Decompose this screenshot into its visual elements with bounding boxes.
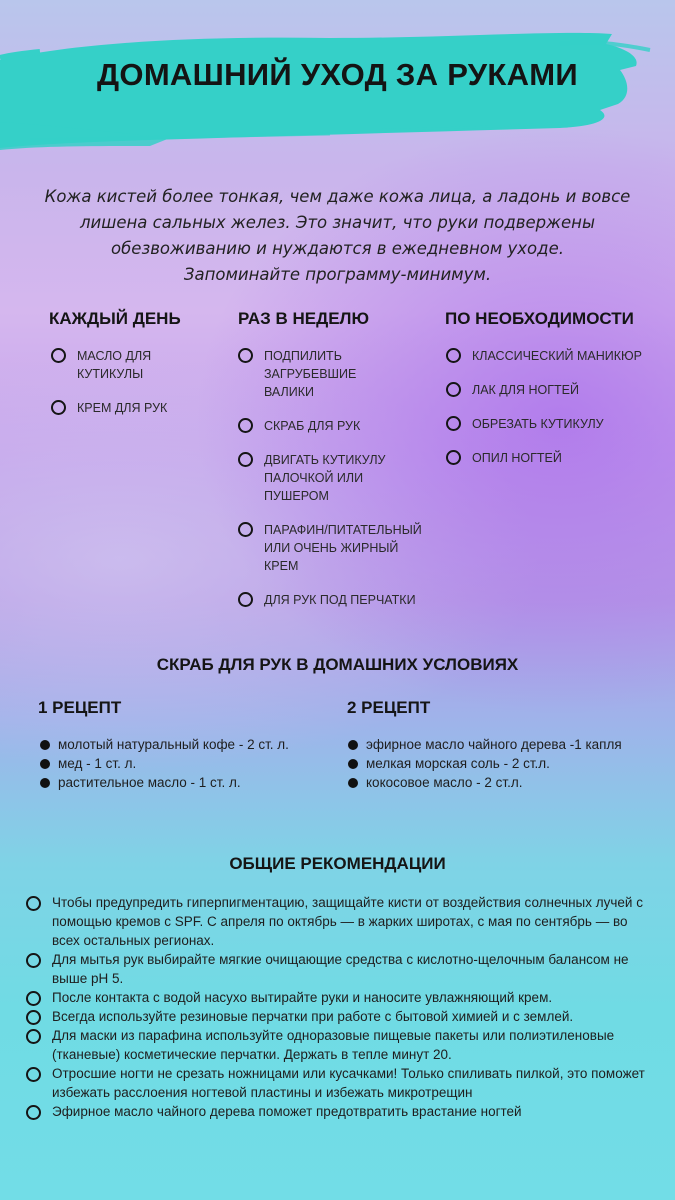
checklist-item[interactable]: СКРАБ ДЛЯ РУК	[238, 417, 438, 435]
bullet-icon	[348, 740, 358, 750]
recipe-1-title: 1 РЕЦЕПТ	[38, 698, 122, 717]
circle-checkbox-icon[interactable]	[26, 896, 41, 911]
checklist-item[interactable]: МАСЛО ДЛЯ КУТИКУЛЫ	[51, 347, 221, 383]
weekly-checklist	[238, 347, 438, 625]
circle-checkbox-icon[interactable]	[26, 953, 41, 968]
column-heading-as-needed: ПО НЕОБХОДИМОСТИ	[445, 309, 634, 328]
checklist-item[interactable]: ДЛЯ РУК ПОД ПЕРЧАТКИ	[238, 591, 438, 609]
circle-checkbox-icon[interactable]	[238, 452, 253, 467]
checklist-item[interactable]: ПАРАФИН/ПИТАТЕЛЬНЫЙ ИЛИ ОЧЕНЬ ЖИРНЫЙ КРЕМ	[238, 521, 438, 575]
checklist-item[interactable]: ОПИЛ НОГТЕЙ	[446, 449, 666, 467]
ingredient-item: кокосовое масло - 2 ст.л.	[348, 773, 622, 792]
page-title: ДОМАШНИЙ УХОД ЗА РУКАМИ	[97, 57, 578, 92]
ingredient-item: мед - 1 ст. л.	[40, 754, 289, 773]
recommendation-item[interactable]: После контакта с водой насухо вытирайте руки и наносите увлажняющий крем.	[26, 988, 656, 1007]
checklist-item[interactable]: ОБРЕЗАТЬ КУТИКУЛУ	[446, 415, 666, 433]
bullet-icon	[348, 759, 358, 769]
circle-checkbox-icon[interactable]	[51, 400, 66, 415]
bullet-icon	[348, 778, 358, 788]
recommendation-item[interactable]: Эфирное масло чайного дерева поможет предотвратить врастание ногтей	[26, 1102, 656, 1121]
ingredient-item: растительное масло - 1 ст. л.	[40, 773, 289, 792]
intro-line: лишена сальных желез. Это значит, что руки подвержены	[80, 213, 595, 232]
recipe-2-title: 2 РЕЦЕПТ	[347, 698, 431, 717]
circle-checkbox-icon[interactable]	[238, 522, 253, 537]
checklist-item[interactable]: ПОДПИЛИТЬ ЗАГРУБЕВШИЕ ВАЛИКИ	[238, 347, 438, 401]
recommendations-list	[26, 893, 656, 1121]
circle-checkbox-icon[interactable]	[446, 450, 461, 465]
circle-checkbox-icon[interactable]	[26, 1029, 41, 1044]
bullet-icon	[40, 759, 50, 769]
circle-checkbox-icon[interactable]	[446, 348, 461, 363]
recommendation-item[interactable]: Чтобы предупредить гиперпигментацию, защищайте кисти от воздействия солнечных лучей с помощью кремов с SPF. С апреля по октябрь — в жарких широтах, с мая по сентябрь — во всех остальных регионах.	[26, 893, 656, 950]
recipe-2-ingredients	[348, 735, 622, 792]
circle-checkbox-icon[interactable]	[238, 418, 253, 433]
checklist-item[interactable]: КРЕМ ДЛЯ РУК	[51, 399, 221, 417]
circle-checkbox-icon[interactable]	[238, 348, 253, 363]
intro-line: Кожа кистей более тонкая, чем даже кожа лица, а ладонь и вовсе	[44, 187, 631, 206]
circle-checkbox-icon[interactable]	[446, 416, 461, 431]
recommendation-item[interactable]: Для мытья рук выбирайте мягкие очищающие средства с кислотно-щелочным балансом не выше pH 5.	[26, 950, 656, 988]
recommendation-item[interactable]: Всегда используйте резиновые перчатки при работе с бытовой химией и с землей.	[26, 1007, 656, 1026]
checklist-item[interactable]: КЛАССИЧЕСКИЙ МАНИКЮР	[446, 347, 666, 365]
circle-checkbox-icon[interactable]	[26, 991, 41, 1006]
circle-checkbox-icon[interactable]	[238, 592, 253, 607]
recommendation-item[interactable]: Отросшие ногти не срезать ножницами или кусачками! Только спиливать пилкой, это поможет избежать расслоения ногтевой пластины и избежать микротрещин	[26, 1064, 656, 1102]
circle-checkbox-icon[interactable]	[446, 382, 461, 397]
circle-checkbox-icon[interactable]	[51, 348, 66, 363]
column-heading-weekly: РАЗ В НЕДЕЛЮ	[238, 309, 370, 328]
ingredient-item: эфирное масло чайного дерева -1 капля	[348, 735, 622, 754]
intro-text	[40, 184, 635, 288]
as-needed-checklist	[446, 347, 666, 483]
checklist-item[interactable]: ДВИГАТЬ КУТИКУЛУ ПАЛОЧКОЙ ИЛИ ПУШЕРОМ	[238, 451, 438, 505]
daily-checklist	[51, 347, 221, 433]
intro-line: обезвоживанию и нуждаются в ежедневном уходе.	[111, 239, 564, 258]
ingredient-item: молотый натуральный кофе - 2 ст. л.	[40, 735, 289, 754]
recommendations-title: ОБЩИЕ РЕКОМЕНДАЦИИ	[229, 854, 446, 873]
bullet-icon	[40, 778, 50, 788]
circle-checkbox-icon[interactable]	[26, 1010, 41, 1025]
recommendation-item[interactable]: Для маски из парафина используйте одноразовые пищевые пакеты или полиэтиленовые (тканевые) косметические перчатки. Держать в тепле минут 20.	[26, 1026, 656, 1064]
checklist-item[interactable]: ЛАК ДЛЯ НОГТЕЙ	[446, 381, 666, 399]
scrub-section-title: СКРАБ ДЛЯ РУК В ДОМАШНИХ УСЛОВИЯХ	[156, 655, 519, 674]
recipe-1-ingredients	[40, 735, 289, 792]
circle-checkbox-icon[interactable]	[26, 1067, 41, 1082]
circle-checkbox-icon[interactable]	[26, 1105, 41, 1120]
intro-line: Запоминайте программу-минимум.	[183, 265, 492, 284]
ingredient-item: мелкая морская соль - 2 ст.л.	[348, 754, 622, 773]
column-heading-daily: КАЖДЫЙ ДЕНЬ	[49, 309, 181, 328]
bullet-icon	[40, 740, 50, 750]
